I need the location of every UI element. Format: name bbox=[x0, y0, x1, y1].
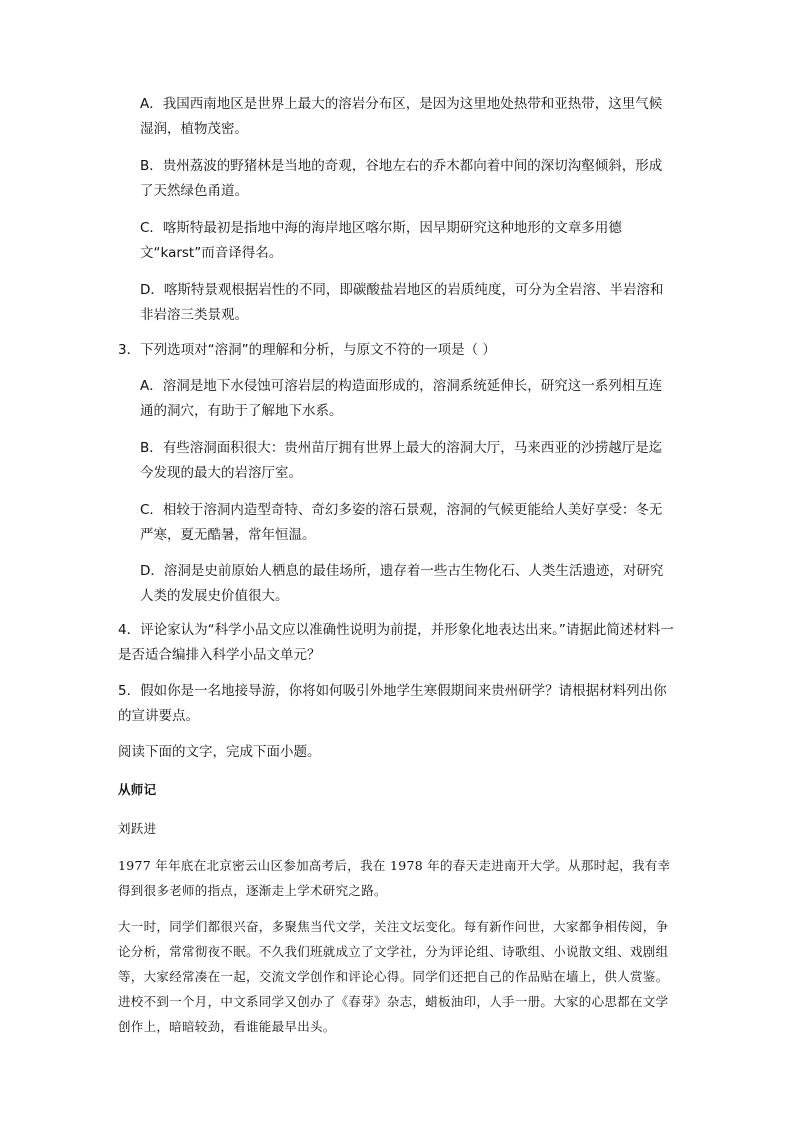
question-3: 3．下列选项对“溶洞”的理解和分析，与原文不符的一项是（ ） bbox=[118, 342, 496, 358]
q2-option-c: C．喀斯特最初是指地中海的海岸地区喀尔斯，因早期研究这种地形的文章多用德文“karst”而音译得名。 bbox=[140, 220, 622, 261]
reading-instruction: 阅读下面的文字，完成下面小题。 bbox=[118, 744, 321, 760]
question-5: 5．假如你是一名地接导游，你将如何吸引外地学生寒假期间来贵州研学？请根据材料列出你的宣讲要点。 bbox=[118, 683, 667, 724]
question-4: 4．评论家认为“科学小品文应以准确性说明为前提，并形象化地表达出来。”请据此简述材料一是否适合编排入科学小品文单元？ bbox=[118, 622, 674, 663]
q3-option-b: B．有些溶洞面积很大：贵州苗厅拥有世界上最大的溶洞大厅，马来西亚的沙捞越厅是迄今发现的最大的岩溶厅室。 bbox=[140, 440, 663, 481]
q3-option-d: D．溶洞是史前原始人栖息的最佳场所，遗存着一些古生物化石、人类生活遗迹，对研究人类的发展史价值很大。 bbox=[140, 563, 664, 604]
q3-option-a: A．溶洞是地下水侵蚀可溶岩层的构造面形成的，溶洞系统延伸长，研究这一系列相互连通的洞穴，有助于了解地下水系。 bbox=[140, 378, 663, 419]
q2-option-b: B．贵州荔波的野猪林是当地的奇观，谷地左右的乔木都向着中间的深切沟壑倾斜，形成了天然绿色甬道。 bbox=[140, 158, 663, 199]
q2-option-d: D．喀斯特景观根据岩性的不同，即碳酸盐岩地区的岩质纯度，可分为全岩溶、半岩溶和非岩溶三类景观。 bbox=[140, 282, 664, 323]
article-title: 从师记 bbox=[118, 782, 157, 797]
article-author: 刘跃进 bbox=[118, 821, 157, 836]
article-paragraph-1: 1977 年年底在北京密云山区参加高考后，我在 1978 年的春天走进南开大学。从那时起，我有幸得到很多老师的指点，逐渐走上学术研究之路。 bbox=[118, 858, 671, 898]
q3-option-c: C．相较于溶洞内造型奇特、奇幻多姿的溶石景观，溶洞的气候更能给人美好享受：冬无严寒，夏无酷暑，常年恒温。 bbox=[140, 502, 663, 543]
q2-option-a: A．我国西南地区是世界上最大的溶岩分布区，是因为这里地处热带和亚热带，这里气候湿润，植物茂密。 bbox=[140, 96, 663, 137]
article-paragraph-2: 大一时，同学们都很兴奋，多聚焦当代文学，关注文坛变化。每有新作问世，大家都争相传阅，争论分析，常常彻夜不眠。不久我们班就成立了文学社，分为评论组、诗歌组、小说散文组、戏剧组等，大家经常凑在一起，交流文学创作和评论心得。同学们还把自己的作品贴在墙上，供人赏鉴。进校不到一个月，中文系同学又创办了《春芽》杂志，蜡板油印，人手一册。大家的心思都在文学创作上，暗暗较劲，看谁能最早出头。 bbox=[118, 919, 669, 1034]
